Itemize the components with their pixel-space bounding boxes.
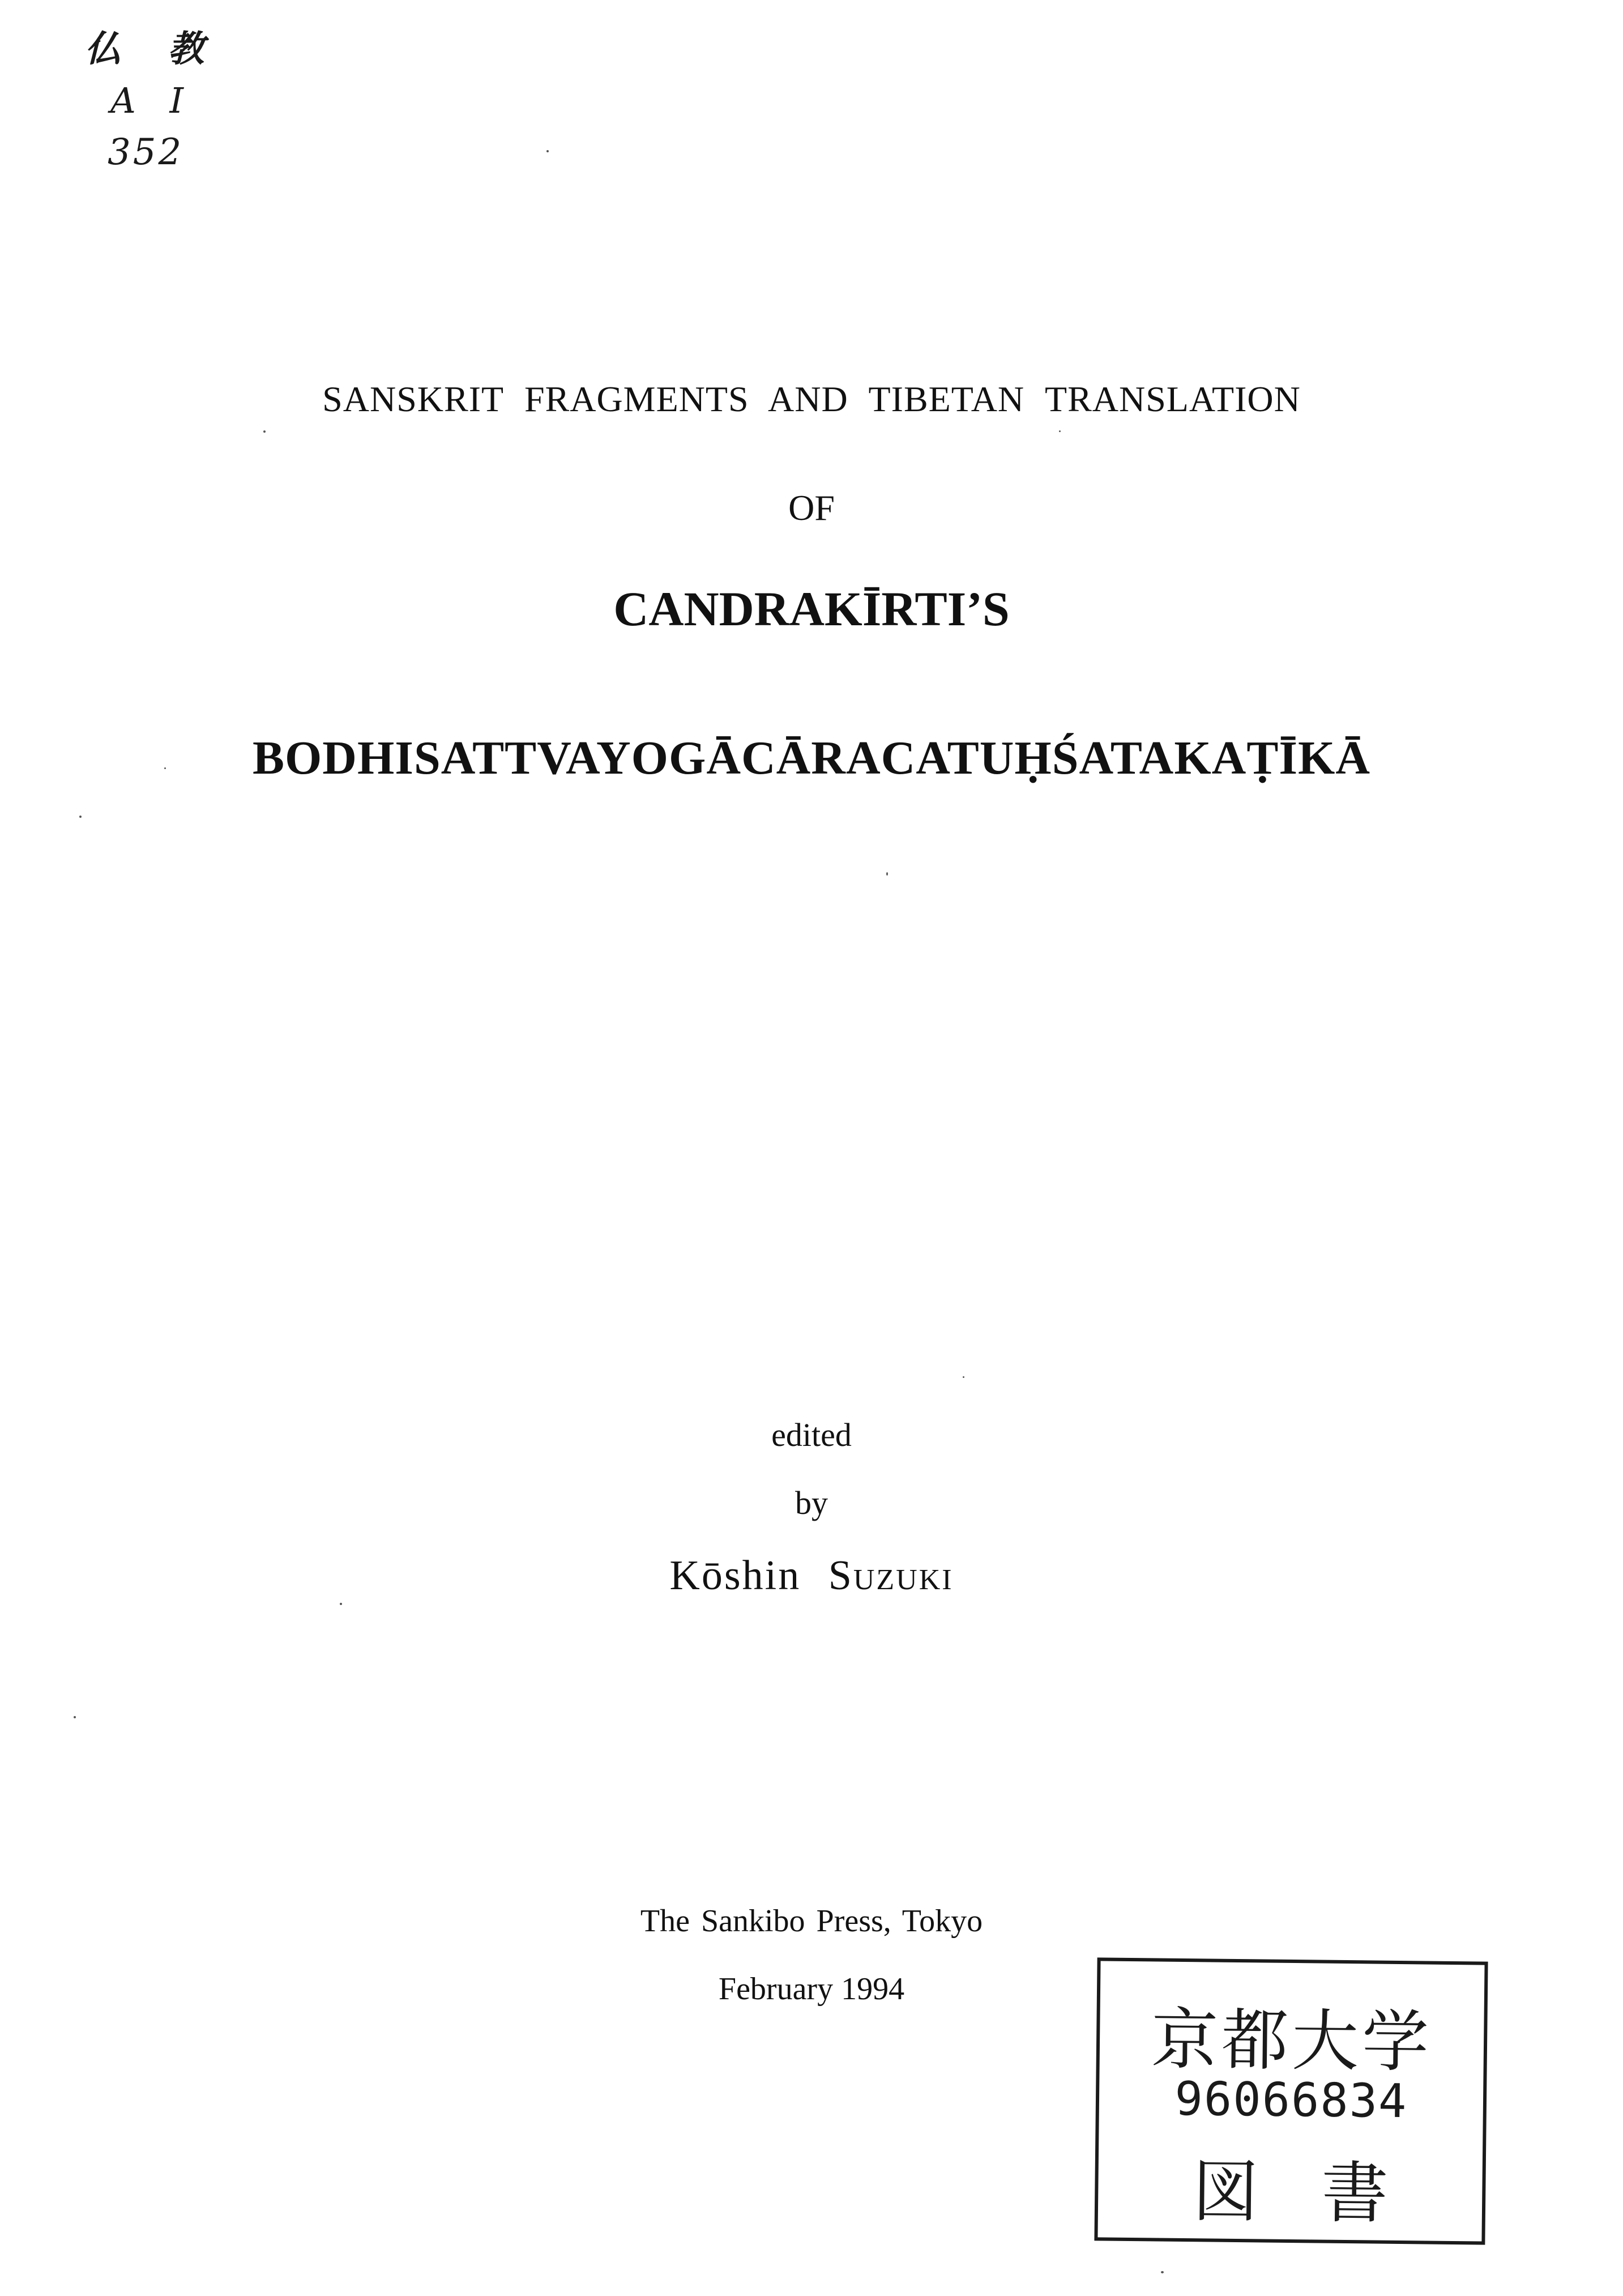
scan-speck bbox=[164, 767, 166, 769]
scan-speck bbox=[79, 816, 82, 818]
editor-name bbox=[0, 1552, 1623, 1600]
by-label: by bbox=[795, 1484, 828, 1521]
handwritten-catalog-note bbox=[85, 28, 232, 173]
publication-date: February 1994 bbox=[718, 1971, 905, 2007]
scan-speck bbox=[263, 430, 266, 433]
catalog-note-line-3: 352 bbox=[108, 131, 184, 173]
editor-given-name: Kōshin bbox=[669, 1552, 801, 1599]
scan-speck bbox=[74, 1716, 76, 1718]
publisher: The Sankibo Press, Tokyo bbox=[640, 1904, 983, 1939]
scan-speck bbox=[1161, 2271, 1164, 2273]
editor-family-name: Suzuki bbox=[828, 1552, 954, 1599]
edited-label: edited bbox=[771, 1416, 852, 1453]
catalog-note-line-2: A I bbox=[110, 80, 195, 121]
scan-speck bbox=[1059, 430, 1061, 432]
of-connector: OF bbox=[788, 488, 835, 528]
stamp-number: 96066834 bbox=[1174, 2072, 1408, 2129]
stamp-library: 図書 bbox=[1191, 2152, 1451, 2233]
scan-speck bbox=[963, 1376, 964, 1378]
scan-speck bbox=[886, 872, 888, 876]
subtitle: SANSKRIT FRAGMENTS AND TIBETAN TRANSLATION bbox=[322, 379, 1301, 419]
library-stamp bbox=[1094, 1957, 1488, 2244]
stamp-institution: 京都大学 bbox=[1151, 2000, 1433, 2081]
author-title: CANDRAKĪRTI’S bbox=[613, 582, 1010, 636]
scan-speck bbox=[546, 150, 549, 152]
catalog-note-line-1: 仏 教 bbox=[85, 28, 221, 70]
scan-speck bbox=[340, 1603, 342, 1605]
work-title: BODHISATTVAYOGĀCĀRACATUḤŚATAKAṬĪKĀ bbox=[252, 732, 1371, 784]
